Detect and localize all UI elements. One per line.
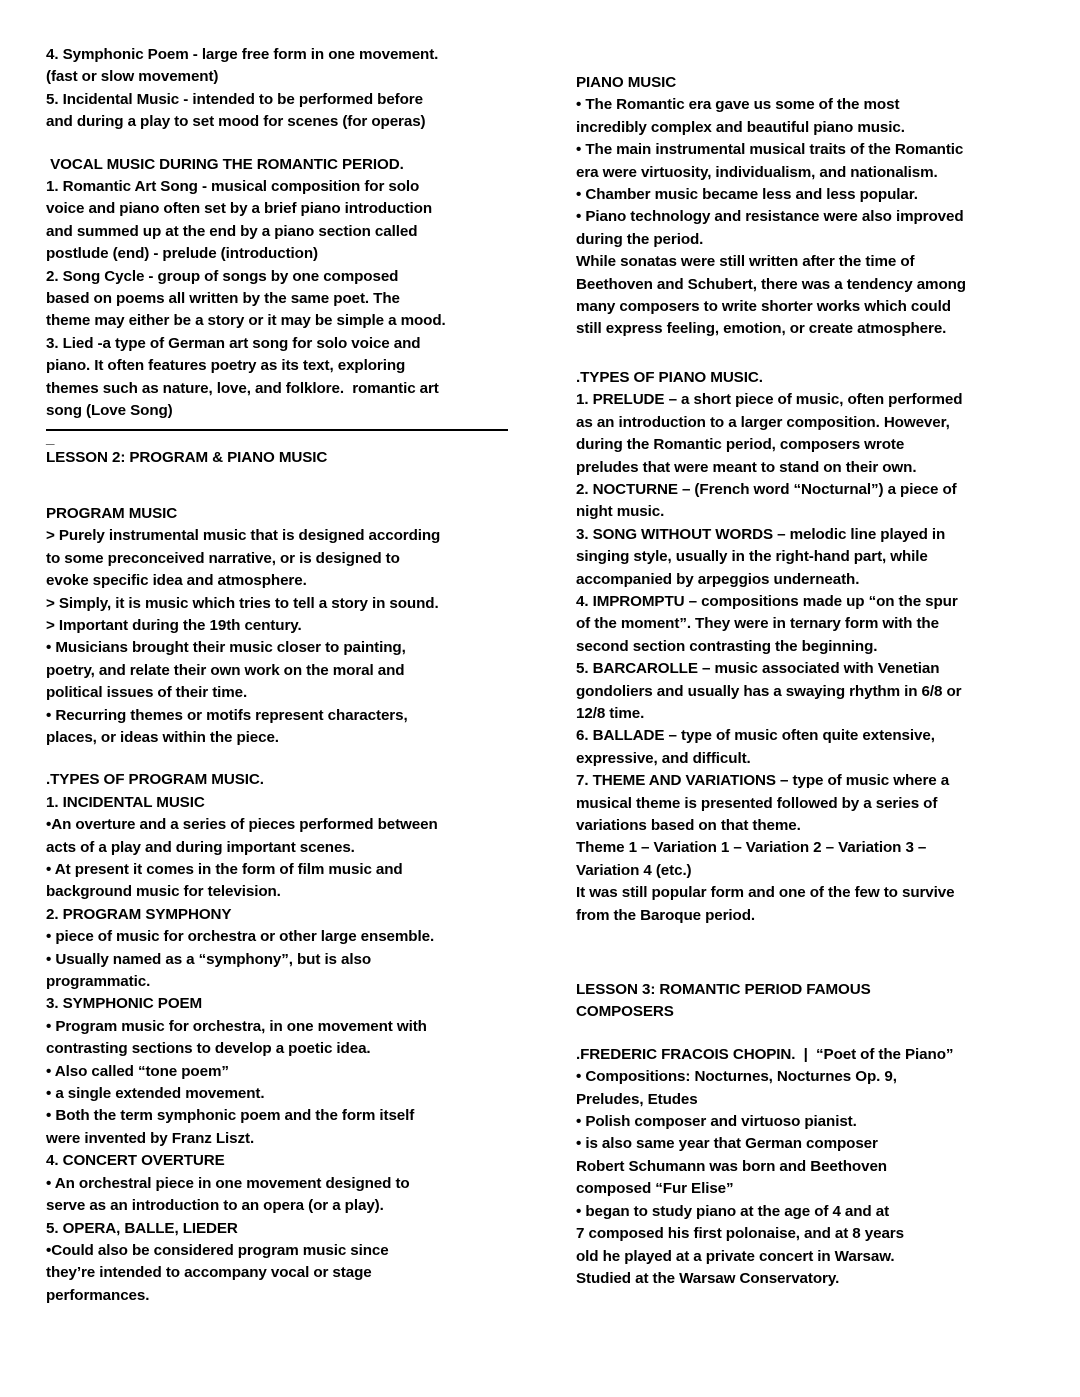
text-line: • Both the term symphonic poem and the form itself [46, 1107, 415, 1125]
text-line: based on poems all written by the same poet. The [46, 290, 400, 308]
text-line: It was still popular form and one of the few to survive [576, 884, 955, 902]
text-line: 7 composed his first polonaise, and at 8 years [576, 1225, 904, 1243]
text-line: were invented by Franz Liszt. [46, 1129, 255, 1147]
text-line: 3. Lied -a type of German art song for solo voice and [46, 334, 421, 352]
section-spacer [46, 469, 516, 503]
text-line: 7. THEME AND VARIATIONS – type of music where a [576, 772, 950, 790]
text-line: 5. BARCAROLLE – music associated with Venetian [576, 660, 940, 678]
text-line: • Also called “tone poem” [46, 1062, 229, 1080]
text-line: 1. Romantic Art Song - musical composition for solo [46, 178, 420, 196]
section-heading: VOCAL MUSIC DURING THE ROMANTIC PERIOD. [46, 155, 404, 173]
text-line: • Compositions: Nocturnes, Nocturnes Op. 9, [576, 1068, 897, 1086]
section-lesson-2-heading [46, 431, 516, 469]
text-line: • Usually named as a “symphony”, but is also [46, 950, 372, 968]
text-line: Beethoven and Schubert, there was a tendency among [576, 275, 966, 293]
section-spacer [576, 927, 1046, 979]
section-program-music [46, 503, 516, 749]
text-line: incredibly complex and beautiful piano music. [576, 118, 905, 136]
text-line: _ [46, 429, 55, 447]
text-line: themes such as nature, love, and folklore. romantic art [46, 379, 439, 397]
text-line: evoke specific idea and atmosphere. [46, 572, 307, 590]
text-line: and summed up at the end by a piano section called [46, 222, 418, 240]
text-line: expressive, and difficult. [576, 749, 751, 767]
section-heading: PIANO MUSIC [576, 74, 677, 91]
text-line: Robert Schumann was born and Beethoven [576, 1157, 887, 1175]
text-line: • At present it comes in the form of film music and [46, 861, 403, 878]
text-line: 3. SONG WITHOUT WORDS – melodic line played in [576, 525, 946, 543]
text-line: contrasting sections to develop a poetic idea. [46, 1040, 371, 1058]
text-line: > Simply, it is music which tries to tell a story in sound. [46, 594, 439, 612]
text-line: accompanied by arpeggios underneath. [576, 570, 860, 588]
text-line: • Piano technology and resistance were also improved [576, 208, 964, 226]
section-types-of-piano-music [576, 367, 1046, 927]
section-types-of-program-music [46, 769, 516, 1307]
text-line: variations based on that theme. [576, 817, 801, 834]
text-line: singing style, usually in the right-hand part, while [576, 548, 928, 566]
text-line: • Chamber music became less and less popular. [576, 186, 918, 204]
text-line: Variation 4 (etc.) [576, 861, 692, 879]
section-heading: .FREDERIC FRACOIS CHOPIN. | “Poet of the Piano” [576, 1045, 954, 1063]
text-line: 1. INCIDENTAL MUSIC [46, 793, 205, 811]
text-line: second section contrasting the beginning. [576, 637, 878, 655]
text-line: acts of a play and during important scenes. [46, 838, 355, 856]
text-line: • Recurring themes or motifs represent characters, [46, 706, 408, 724]
text-line: voice and piano often set by a brief piano introduction [46, 200, 433, 218]
section-vocal-music [46, 154, 516, 423]
text-line: preludes that were meant to stand on their own. [576, 458, 917, 476]
left-column [46, 44, 516, 1307]
text-line: serve as an introduction to an opera (or a play). [46, 1197, 384, 1215]
text-line: poetry, and relate their own work on the moral and [46, 661, 405, 679]
text-line: during the period. [576, 230, 704, 248]
text-line: political issues of their time. [46, 684, 248, 702]
text-line: composed “Fur Elise” [576, 1180, 734, 1198]
section-orchestral-continued [46, 44, 516, 134]
section-spacer [46, 134, 516, 154]
section-chopin [576, 1044, 1046, 1290]
text-line: • Polish composer and virtuoso pianist. [576, 1113, 857, 1131]
text-line: theme may either be a story or it may be simple a mood. [46, 312, 446, 330]
text-line: during the Romantic period, composers wrote [576, 436, 905, 454]
section-lesson-3-heading [576, 979, 1046, 1024]
text-line: they’re intended to accompany vocal or stage [46, 1264, 372, 1282]
text-line: of the moment”. They were in ternary form with the [576, 615, 939, 633]
text-line: > Important during the 19th century. [46, 616, 302, 634]
text-line: gondoliers and usually has a swaying rhythm in 6/8 or [576, 682, 962, 700]
section-piano-music [576, 72, 1046, 341]
text-line: Studied at the Warsaw Conservatory. [576, 1269, 840, 1287]
text-line: 1. PRELUDE – a short piece of music, often performed [576, 391, 963, 409]
text-line: • The Romantic era gave us some of the most [576, 96, 900, 114]
section-heading: .TYPES OF PROGRAM MUSIC. [46, 771, 264, 789]
text-line: • The main instrumental musical traits of the Romantic [576, 141, 964, 159]
text-line: Preludes, Etudes [576, 1090, 698, 1108]
text-line: still express feeling, emotion, or create atmosphere. [576, 320, 947, 338]
text-line: 4. CONCERT OVERTURE [46, 1152, 225, 1170]
text-line: Theme 1 – Variation 1 – Variation 2 – Variation 3 – [576, 839, 927, 857]
two-column-layout [46, 44, 1028, 1307]
text-line: as an introduction to a larger composition. However, [576, 413, 950, 431]
text-line: > Purely instrumental music that is designed according [46, 527, 441, 545]
text-line: 5. Incidental Music - intended to be performed before [46, 90, 423, 108]
text-line: musical theme is presented followed by a series of [576, 794, 938, 812]
text-line: • Program music for orchestra, in one movement with [46, 1017, 427, 1035]
text-line: 4. IMPROMPTU – compositions made up “on the spur [576, 592, 958, 610]
text-line: (fast or slow movement) [46, 68, 219, 86]
text-line: 3. SYMPHONIC POEM [46, 995, 203, 1013]
section-heading: PROGRAM MUSIC [46, 504, 178, 522]
text-line: places, or ideas within the piece. [46, 728, 279, 746]
text-line: 2. PROGRAM SYMPHONY [46, 905, 232, 923]
lesson-heading: LESSON 3: ROMANTIC PERIOD FAMOUS [576, 981, 871, 999]
text-line: While sonatas were still written after the time of [576, 253, 915, 271]
text-line: 6. BALLADE – type of music often quite extensive, [576, 727, 935, 745]
text-line: song (Love Song) [46, 402, 173, 420]
text-line: •An overture and a series of pieces performed between [46, 816, 438, 834]
text-line: 12/8 time. [576, 704, 645, 722]
text-line: old he played at a private concert in Warsaw. [576, 1247, 895, 1265]
text-line: 5. OPERA, BALLE, LIEDER [46, 1219, 238, 1237]
text-line: • is also same year that German composer [576, 1135, 878, 1153]
text-line: • a single extended movement. [46, 1085, 265, 1103]
text-line: background music for television. [46, 883, 281, 901]
text-line: to some preconceived narrative, or is designed to [46, 549, 400, 567]
section-heading: .TYPES OF PIANO MUSIC. [576, 368, 763, 386]
text-line: era were virtuosity, individualism, and nationalism. [576, 163, 938, 181]
text-line: 4. Symphonic Poem - large free form in one movement. [46, 46, 439, 63]
text-line: performances. [46, 1286, 150, 1304]
text-line: 2. Song Cycle - group of songs by one composed [46, 267, 399, 285]
section-spacer [46, 749, 516, 769]
text-line: from the Baroque period. [576, 906, 756, 924]
text-line: and during a play to set mood for scenes (for operas) [46, 113, 426, 131]
lesson-heading-cont: COMPOSERS [576, 1003, 674, 1021]
right-column [576, 44, 1046, 1290]
section-spacer [576, 341, 1046, 367]
text-line: many composers to write shorter works which could [576, 298, 951, 316]
section-spacer [576, 1024, 1046, 1044]
text-line: • Musicians brought their music closer to painting, [46, 639, 406, 657]
text-line: night music. [576, 503, 665, 521]
text-line: • began to study piano at the age of 4 and at [576, 1202, 890, 1220]
text-line: piano. It often features poetry as its text, exploring [46, 357, 406, 375]
text-line: • piece of music for orchestra or other large ensemble. [46, 928, 435, 946]
text-line: programmatic. [46, 973, 151, 991]
text-line: 2. NOCTURNE – (French word “Nocturnal”) a piece of [576, 480, 957, 498]
text-line: • An orchestral piece in one movement designed to [46, 1174, 410, 1192]
lesson-heading: LESSON 2: PROGRAM & PIANO MUSIC [46, 448, 328, 466]
text-line: •Could also be considered program music since [46, 1241, 389, 1259]
text-line: postlude (end) - prelude (introduction) [46, 245, 318, 263]
